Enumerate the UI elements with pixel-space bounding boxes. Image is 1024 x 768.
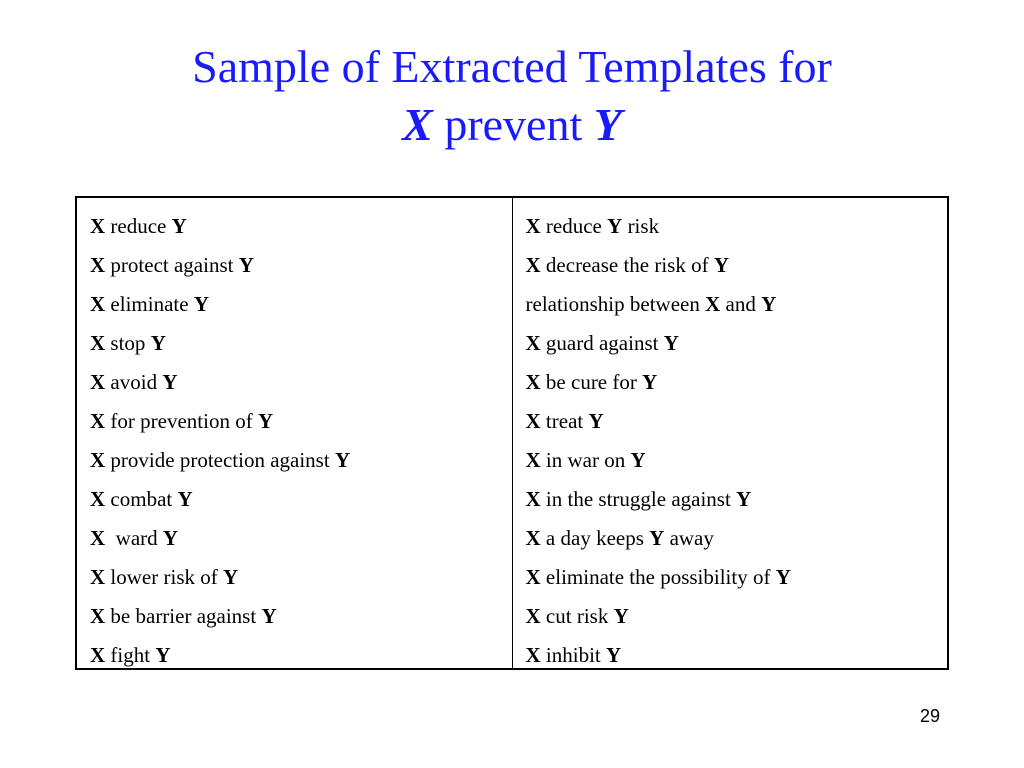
template-variable: Y bbox=[761, 292, 777, 316]
template-variable: X bbox=[525, 643, 541, 667]
template-row bbox=[526, 285, 948, 324]
template-row bbox=[526, 402, 948, 441]
template-row bbox=[526, 480, 948, 519]
template-variable: Y bbox=[663, 331, 679, 355]
template-text: combat bbox=[105, 487, 178, 511]
template-variable: X bbox=[90, 214, 106, 238]
template-row bbox=[526, 363, 948, 402]
template-variable: X bbox=[525, 253, 541, 277]
template-row bbox=[90, 636, 512, 675]
template-row bbox=[90, 285, 512, 324]
template-variable: X bbox=[90, 487, 106, 511]
template-variable: Y bbox=[238, 253, 254, 277]
template-row bbox=[526, 441, 948, 480]
template-row bbox=[526, 246, 948, 285]
title-line-1: Sample of Extracted Templates for bbox=[192, 41, 832, 92]
template-variable: X bbox=[90, 370, 106, 394]
right-column bbox=[512, 198, 948, 668]
template-row bbox=[90, 246, 512, 285]
template-variable: Y bbox=[713, 253, 730, 277]
template-variable: Y bbox=[257, 409, 274, 433]
template-text: eliminate bbox=[105, 292, 194, 316]
template-variable: Y bbox=[775, 565, 791, 589]
template-text: decrease the risk of bbox=[540, 253, 714, 277]
template-variable: Y bbox=[607, 214, 623, 238]
template-variable: X bbox=[90, 409, 106, 433]
template-text: a day keeps bbox=[540, 526, 650, 550]
template-text: for prevention of bbox=[105, 409, 258, 433]
title-var-x: X bbox=[402, 99, 433, 150]
template-text: fight bbox=[105, 643, 156, 667]
template-text: eliminate the possibility of bbox=[540, 565, 776, 589]
template-text: be cure for bbox=[540, 370, 643, 394]
template-variable: X bbox=[90, 253, 106, 277]
template-variable: X bbox=[90, 604, 106, 628]
template-text: be barrier against bbox=[105, 604, 262, 628]
template-text: lower risk of bbox=[105, 565, 223, 589]
template-text: stop bbox=[105, 331, 151, 355]
template-row bbox=[90, 597, 512, 636]
template-variable: Y bbox=[162, 526, 179, 550]
template-variable: X bbox=[90, 331, 106, 355]
template-variable: Y bbox=[193, 292, 209, 316]
template-text: treat bbox=[540, 409, 589, 433]
template-variable: Y bbox=[334, 448, 351, 472]
templates-table bbox=[75, 196, 949, 670]
template-row bbox=[90, 324, 512, 363]
template-variable: X bbox=[525, 409, 541, 433]
template-text: relationship between bbox=[525, 292, 706, 316]
template-row bbox=[526, 636, 948, 675]
title-line-2 bbox=[0, 96, 1024, 154]
left-column bbox=[77, 198, 512, 668]
template-text: and bbox=[720, 292, 762, 316]
template-row bbox=[526, 597, 948, 636]
template-text: guard against bbox=[540, 331, 664, 355]
template-variable: Y bbox=[155, 643, 171, 667]
template-row bbox=[90, 207, 512, 246]
template-variable: X bbox=[525, 565, 541, 589]
template-text: cut risk bbox=[540, 604, 614, 628]
template-variable: X bbox=[705, 292, 721, 316]
template-row bbox=[90, 363, 512, 402]
template-row bbox=[90, 441, 512, 480]
template-text: reduce bbox=[540, 214, 608, 238]
template-variable: X bbox=[525, 331, 541, 355]
template-variable: Y bbox=[177, 487, 193, 511]
template-variable: X bbox=[525, 370, 541, 394]
template-text: inhibit bbox=[540, 643, 607, 667]
template-text: protect against bbox=[105, 253, 239, 277]
template-text: provide protection against bbox=[105, 448, 335, 472]
template-variable: X bbox=[90, 643, 106, 667]
title-middle: prevent bbox=[432, 99, 594, 150]
template-row bbox=[526, 207, 948, 246]
title-var-y: Y bbox=[593, 99, 622, 150]
template-row bbox=[90, 480, 512, 519]
template-variable: Y bbox=[222, 565, 239, 589]
template-variable: X bbox=[525, 604, 541, 628]
template-variable: Y bbox=[150, 331, 166, 355]
page-number: 29 bbox=[919, 706, 940, 726]
template-variable: X bbox=[90, 565, 106, 589]
template-variable: X bbox=[525, 214, 541, 238]
template-text: risk bbox=[622, 214, 660, 238]
template-variable: X bbox=[525, 487, 541, 511]
template-text: ward bbox=[105, 526, 163, 550]
template-variable: Y bbox=[261, 604, 277, 628]
template-variable: Y bbox=[613, 604, 629, 628]
template-variable: X bbox=[525, 526, 541, 550]
template-variable: Y bbox=[588, 409, 604, 433]
template-row bbox=[526, 558, 948, 597]
template-row bbox=[90, 519, 512, 558]
template-variable: X bbox=[90, 448, 106, 472]
template-text: reduce bbox=[105, 214, 172, 238]
template-variable: X bbox=[525, 448, 541, 472]
template-row bbox=[526, 519, 948, 558]
template-row bbox=[526, 324, 948, 363]
template-text: avoid bbox=[105, 370, 163, 394]
template-variable: Y bbox=[606, 643, 622, 667]
template-text: away bbox=[664, 526, 714, 550]
template-variable: Y bbox=[630, 448, 646, 472]
template-text: in the struggle against bbox=[540, 487, 737, 511]
template-row bbox=[90, 402, 512, 441]
template-text: in war on bbox=[540, 448, 631, 472]
template-variable: Y bbox=[649, 526, 665, 550]
template-variable: X bbox=[90, 526, 106, 550]
template-variable: Y bbox=[642, 370, 658, 394]
template-variable: Y bbox=[736, 487, 752, 511]
template-variable: Y bbox=[162, 370, 178, 394]
template-variable: Y bbox=[171, 214, 187, 238]
template-variable: X bbox=[90, 292, 106, 316]
template-row bbox=[90, 558, 512, 597]
slide-title bbox=[0, 38, 1024, 154]
